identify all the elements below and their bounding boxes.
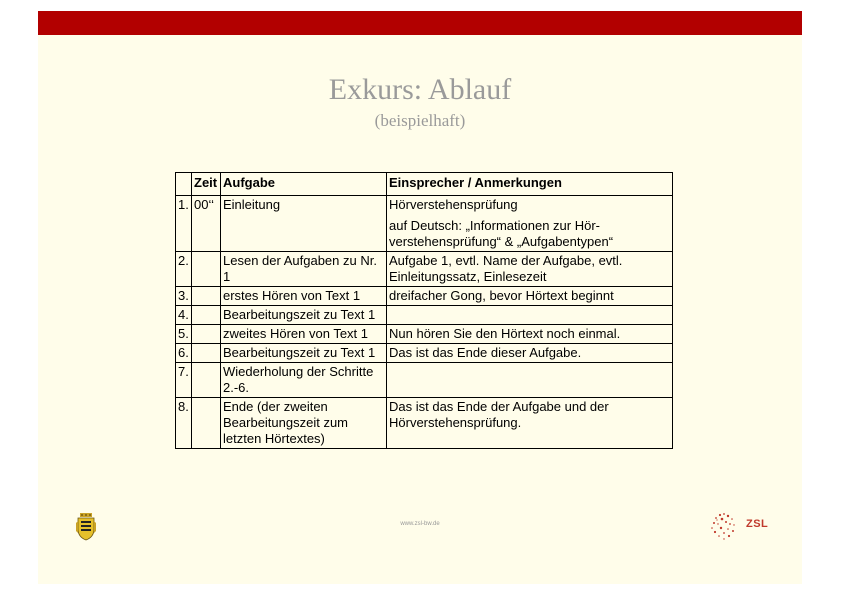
row-anmerkung	[387, 325, 673, 344]
top-bar	[38, 11, 802, 35]
table-row	[176, 287, 673, 306]
row-anmerkung	[387, 344, 673, 363]
row-anmerkung	[387, 363, 673, 398]
bw-coat-of-arms-icon	[76, 513, 96, 541]
table-row	[176, 398, 673, 449]
schedule-table	[175, 172, 673, 449]
row-anmerkung-text: Aufgabe 1, evtl. Name der Aufgabe, evtl. Einleitungssatz, Einlesezeit	[389, 253, 623, 284]
row-aufgabe: erstes Hören von Text 1	[221, 287, 387, 306]
row-number: 8.	[176, 398, 192, 449]
footer-url: www.zsl-bw.de	[400, 521, 440, 527]
row-number: 5.	[176, 325, 192, 344]
row-anmerkung-text: Das ist das Ende dieser Aufgabe.	[389, 345, 582, 360]
slide-subtitle: (beispielhaft)	[374, 111, 466, 130]
row-anmerkung-text: Das ist das Ende der Aufgabe und der Hörverstehensprüfung.	[389, 399, 609, 430]
row-aufgabe: Wiederholung der Schritte 2.-6.	[221, 363, 387, 398]
row-anmerkung	[387, 306, 673, 325]
table-row	[176, 344, 673, 363]
table-row	[176, 363, 673, 398]
table-row	[176, 306, 673, 325]
row-anmerkung	[387, 252, 673, 287]
header-aufgabe: Aufgabe	[221, 173, 387, 196]
row-zeit	[192, 398, 221, 449]
row-number: 7.	[176, 363, 192, 398]
row-anmerkung-text: Nun hören Sie den Hörtext noch einmal.	[389, 326, 621, 341]
slide	[38, 11, 802, 584]
row-zeit	[192, 363, 221, 398]
row-number: 1.	[176, 196, 192, 252]
row-aufgabe: Bearbeitungszeit zu Text 1	[221, 306, 387, 325]
header-anmerkungen: Einsprecher / Anmerkungen	[387, 173, 673, 196]
row-number: 6.	[176, 344, 192, 363]
header-num	[176, 173, 192, 196]
table-header-row	[176, 173, 673, 196]
zsl-logo-text: ZSL	[746, 518, 769, 530]
row-aufgabe: Einleitung	[221, 196, 387, 252]
row-anmerkung	[387, 196, 673, 252]
slide-title: Exkurs: Ablauf	[328, 73, 512, 106]
header-zeit: Zeit	[192, 173, 221, 196]
row-anmerkung-text: dreifacher Gong, bevor Hörtext beginnt	[389, 288, 614, 303]
row-aufgabe: Lesen der Aufgaben zu Nr. 1	[221, 252, 387, 287]
row-anmerkung-text: Hörverstehensprüfung	[389, 197, 518, 212]
row-aufgabe: zweites Hören von Text 1	[221, 325, 387, 344]
row-zeit	[192, 252, 221, 287]
row-number: 3.	[176, 287, 192, 306]
row-anmerkung	[387, 398, 673, 449]
row-number: 4.	[176, 306, 192, 325]
table-row	[176, 252, 673, 287]
row-number: 2.	[176, 252, 192, 287]
row-zeit: 00‘‘	[192, 196, 221, 252]
row-zeit	[192, 306, 221, 325]
row-zeit	[192, 287, 221, 306]
row-zeit	[192, 325, 221, 344]
row-anmerkung-text-2: auf Deutsch: „Informationen zur Hör-verstehensprüfung“ & „Aufgabentypen“	[389, 218, 614, 249]
row-aufgabe: Bearbeitungszeit zu Text 1	[221, 344, 387, 363]
row-zeit	[192, 344, 221, 363]
row-aufgabe: Ende (der zweiten Bearbeitungszeit zum letzten Hörtextes)	[221, 398, 387, 449]
table-row	[176, 196, 673, 252]
row-anmerkung	[387, 287, 673, 306]
table-row	[176, 325, 673, 344]
